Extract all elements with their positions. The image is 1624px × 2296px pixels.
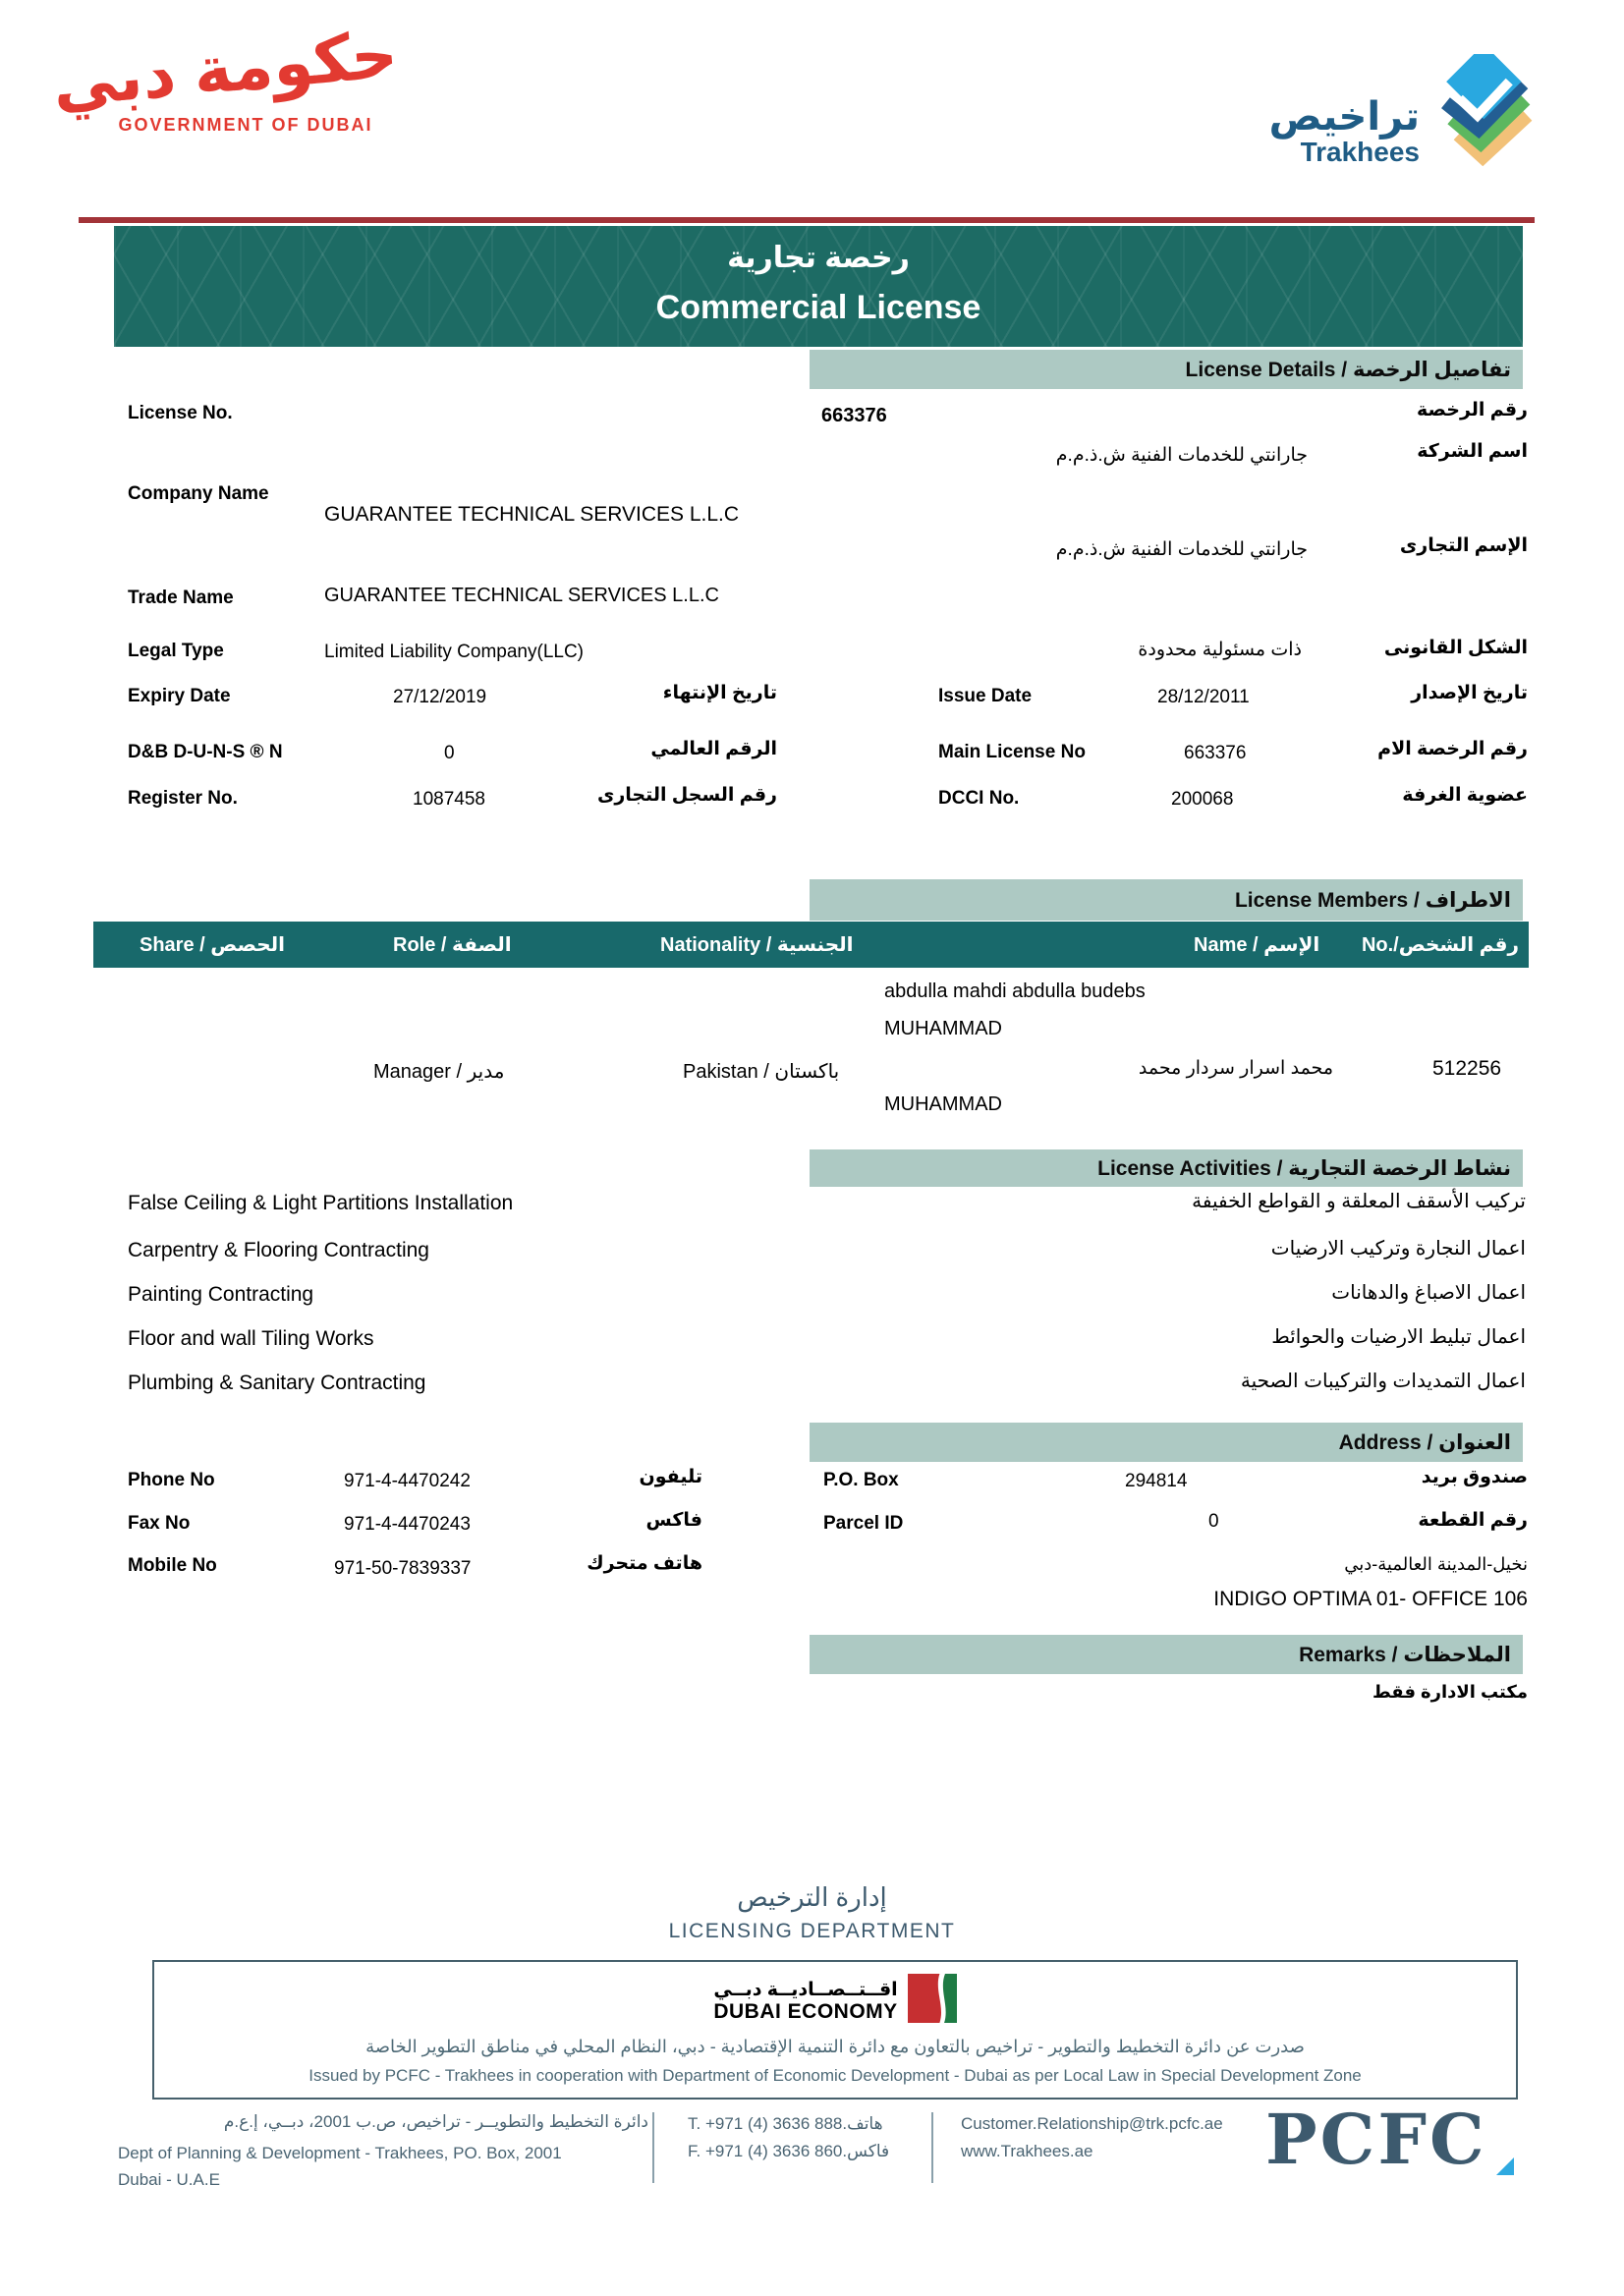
section-header-license-details: License Details / تفاصيل الرخصة — [810, 350, 1523, 389]
trakhees-logo-text — [1208, 96, 1420, 167]
contact-fax — [688, 2142, 889, 2161]
phone-value: 971-4-4470242 — [344, 1471, 471, 1491]
main-license-no-label-ar: رقم الرخصة الام — [1377, 739, 1528, 759]
phone-label: Phone No — [128, 1470, 215, 1490]
po-box-label-ar: صندوق بريد — [1421, 1467, 1528, 1487]
fax-label-ar: فاكس — [645, 1510, 702, 1531]
member-nationality: Pakistan / باكستان — [683, 1061, 840, 1083]
mobile-value: 971-50-7839337 — [334, 1558, 472, 1579]
mobile-label-ar: هاتف متحرك — [587, 1553, 702, 1574]
members-col-role: Role / الصفة — [393, 934, 512, 956]
legal-type-value: Limited Liability Company(LLC) — [324, 642, 584, 662]
trakhees-diamond-icon — [1427, 54, 1533, 179]
issue-date-label-ar: تاريخ الإصدار — [1411, 683, 1528, 703]
register-no-value: 1087458 — [413, 789, 485, 810]
contact-telephone-number: T. +971 (4) 3636 888. — [688, 2114, 848, 2133]
legal-type-label-ar: الشكل القانونى — [1383, 638, 1528, 658]
dcci-no-label: DCCI No. — [938, 788, 1020, 809]
address-location-en: INDIGO OPTIMA 01- OFFICE 106 — [1213, 1588, 1528, 1610]
duns-label-ar: الرقم العالمي — [650, 739, 777, 759]
member-role: Manager / مدير — [373, 1061, 505, 1083]
members-table-header — [93, 922, 1529, 968]
members-col-no: No./رقم الشخص — [1361, 934, 1519, 956]
contact-fax-arabic: فاكس — [847, 2142, 890, 2160]
phone-label-ar: تليفون — [639, 1467, 702, 1487]
contact-dept-english-line1: Dept of Planning & Development - Trakhees, PO. Box, 2001 — [118, 2144, 562, 2162]
fax-label: Fax No — [128, 1513, 191, 1534]
contact-website: www.Trakhees.ae — [961, 2142, 1093, 2160]
activity-1-en: False Ceiling & Light Partitions Installation — [128, 1192, 514, 1214]
activity-4-en: Floor and wall Tiling Works — [128, 1327, 374, 1350]
members-col-share: Share / الحصص — [140, 934, 286, 956]
parcel-id-value: 0 — [1208, 1511, 1219, 1532]
company-name-value-en: GUARANTEE TECHNICAL SERVICES L.L.C — [324, 503, 740, 526]
expiry-date-value: 27/12/2019 — [393, 687, 487, 707]
activity-5-ar: اعمال التمديدات والتركيبات الصحية — [1240, 1371, 1526, 1392]
main-license-no-value: 663376 — [1184, 743, 1247, 763]
address-location-ar: نخيل-المدينة العالمية-دبي — [1344, 1554, 1528, 1574]
trade-name-value-en: GUARANTEE TECHNICAL SERVICES L.L.C — [324, 585, 719, 606]
member-name-en-line3: MUHAMMAD — [884, 1093, 1002, 1115]
contact-telephone — [688, 2114, 883, 2134]
section-header-license-activities: License Activities / نشاط الرخصة التجارية — [810, 1149, 1523, 1187]
parcel-id-label: Parcel ID — [823, 1513, 904, 1534]
license-no-value: 663376 — [821, 405, 887, 426]
contact-dept-english-line2: Dubai - U.A.E — [118, 2170, 220, 2189]
issue-date-value: 28/12/2011 — [1157, 687, 1250, 707]
contact-divider-2 — [931, 2112, 933, 2183]
register-no-label-ar: رقم السجل التجارى — [596, 785, 777, 806]
trade-name-value-ar: جارانتي للخدمات الفنية ش.ذ.م.م — [1055, 539, 1308, 560]
main-license-no-label: Main License No — [938, 742, 1086, 762]
section-header-license-members: License Members / الاطراف — [810, 879, 1523, 921]
po-box-value: 294814 — [1125, 1471, 1188, 1491]
duns-label: D&B D-U-N-S ® N — [128, 742, 283, 762]
licensing-dept-arabic: إدارة الترخيص — [737, 1882, 887, 1912]
issuer-box — [152, 1960, 1518, 2100]
dcci-no-value: 200068 — [1171, 789, 1234, 810]
expiry-date-label-ar: تاريخ الإنتهاء — [662, 683, 777, 703]
gov-dubai-calligraphy-icon: حكومة دبي — [49, 17, 401, 121]
contact-fax-number: F. +971 (4) 3636 860. — [688, 2142, 848, 2160]
dcci-no-label-ar: عضوية الغرفة — [1402, 785, 1528, 806]
section-header-remarks: Remarks / الملاحظات — [810, 1635, 1523, 1674]
dubai-economy-logo — [154, 1974, 1516, 2028]
trade-name-label-ar: الإسم التجارى — [1399, 535, 1528, 556]
activity-2-ar: اعمال النجارة وتركيب الارضيات — [1270, 1238, 1526, 1260]
license-no-label-ar: رقم الرخصة — [1417, 400, 1528, 420]
issuer-line-arabic: صدرت عن دائرة التخطيط والتطوير - تراخيص بالتعاون مع دائرة التنمية الإقتصادية - دبي، النظام المحلي في مناطق التطوير الخاصة — [365, 2037, 1305, 2056]
license-no-label: License No. — [128, 403, 233, 423]
mobile-label: Mobile No — [128, 1555, 217, 1576]
activity-3-en: Painting Contracting — [128, 1283, 314, 1306]
po-box-label: P.O. Box — [823, 1470, 899, 1490]
government-of-dubai-logo — [49, 17, 401, 136]
dubai-economy-mark-icon — [908, 1974, 957, 2028]
contact-email: Customer.Relationship@trk.pcfc.ae — [961, 2114, 1223, 2133]
dubai-economy-arabic: اقــتــصــاديــة دبــي — [713, 1979, 898, 2000]
activity-4-ar: اعمال تبليط الارضيات والحوائط — [1271, 1326, 1526, 1348]
member-name-en-line1: abdulla mahdi abdulla budebs — [884, 980, 1146, 1002]
parcel-id-label-ar: رقم القطعة — [1418, 1510, 1528, 1531]
contact-divider-1 — [652, 2112, 654, 2183]
company-name-value-ar: جارانتي للخدمات الفنية ش.ذ.م.م — [1055, 445, 1308, 466]
duns-value: 0 — [444, 743, 455, 763]
member-name-en-line2: MUHAMMAD — [884, 1018, 1002, 1039]
issue-date-label: Issue Date — [938, 686, 1033, 706]
company-name-label-ar: اسم الشركة — [1417, 441, 1528, 462]
member-name-ar: محمد اسرار سردار محمد — [1138, 1058, 1333, 1079]
members-col-name: Name / الإسم — [1194, 934, 1320, 956]
contact-telephone-arabic: هاتف — [847, 2114, 883, 2133]
member-no: 512256 — [1432, 1057, 1502, 1080]
gov-dubai-caption: GOVERNMENT OF DUBAI — [118, 115, 373, 135]
legal-type-label: Legal Type — [128, 641, 224, 661]
top-red-rule — [79, 217, 1535, 223]
activity-3-ar: اعمال الاصباغ والدهانات — [1331, 1282, 1526, 1304]
activity-2-en: Carpentry & Flooring Contracting — [128, 1239, 429, 1261]
remarks-text: مكتب الادارة فقط — [1372, 1682, 1528, 1702]
banner-title-english: Commercial License — [655, 289, 981, 326]
fax-value: 971-4-4470243 — [344, 1514, 471, 1535]
register-no-label: Register No. — [128, 788, 238, 809]
pcfc-logo: PCFC — [1265, 2099, 1487, 2180]
activity-1-ar: تركيب الأسقف المعلقة و القواطع الخفيفة — [1192, 1191, 1526, 1212]
legal-type-value-ar: ذات مسئولية محدودة — [1138, 640, 1302, 660]
members-col-nationality: Nationality / الجنسية — [660, 934, 854, 956]
trade-name-label: Trade Name — [128, 588, 234, 608]
company-name-label: Company Name — [128, 483, 269, 504]
expiry-date-label: Expiry Date — [128, 686, 231, 706]
trakhees-name-latin: Trakhees — [1300, 137, 1420, 167]
commercial-license-banner — [114, 226, 1523, 347]
banner-title-arabic: رخصة تجارية — [727, 242, 910, 274]
trakhees-name-arabic: تراخيص — [1268, 95, 1420, 139]
pcfc-blue-accent-icon — [1496, 2157, 1514, 2175]
contact-dept-arabic: دائرة التخطيط والتطويــر - تراخيص، ص.ب 2001، دبــي، إ.ع.م — [223, 2112, 648, 2131]
dubai-economy-english: DUBAI ECONOMY — [713, 1999, 898, 2023]
section-header-address: Address / العنوان — [810, 1423, 1523, 1462]
licensing-dept-english: LICENSING DEPARTMENT — [668, 1920, 956, 1942]
activity-5-en: Plumbing & Sanitary Contracting — [128, 1372, 426, 1394]
issuer-line-english: Issued by PCFC - Trakhees in cooperation with Department of Economic Development - Dubai as per Local Law in Special Development Zone — [308, 2066, 1362, 2085]
